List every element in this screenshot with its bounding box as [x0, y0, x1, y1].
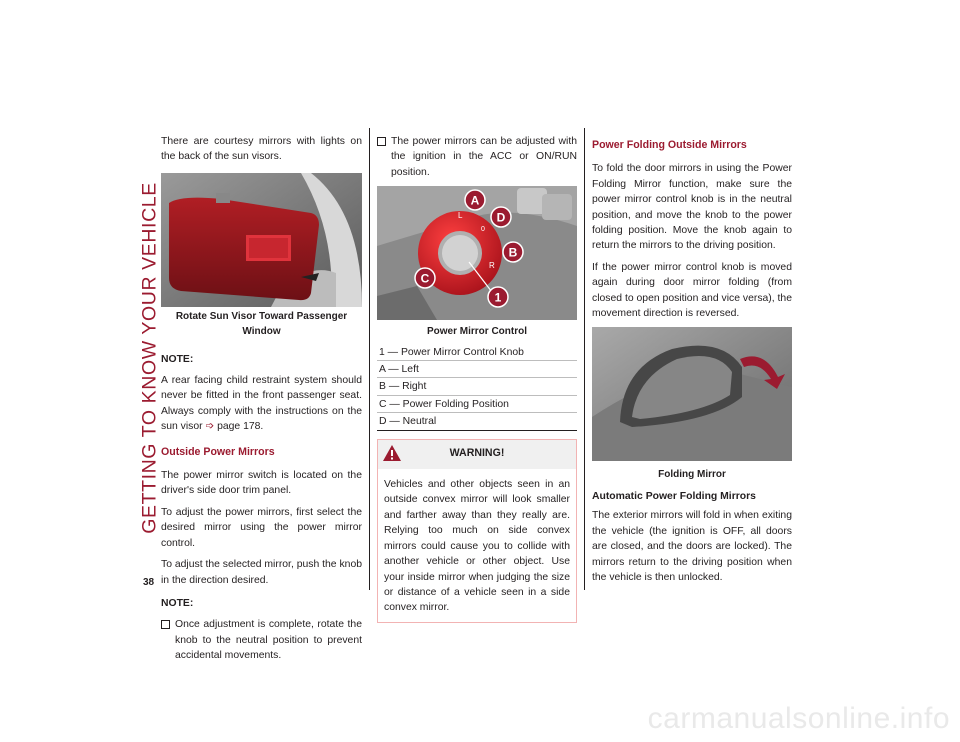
legend-item: A — Left [377, 360, 577, 377]
page-ref-arrow-icon: ➩ [205, 421, 215, 433]
note-label: NOTE: [161, 353, 194, 365]
checkbox-bullet-icon [161, 620, 170, 629]
paragraph: To adjust the power mirrors, first select the desired mirror using the power mirror control. [161, 506, 362, 549]
knob-mark: L [458, 211, 463, 221]
paragraph: The power mirror switch is located on the driver's side door trim panel. [161, 470, 362, 497]
warning-text: Vehicles and other objects seen in an outside convex mirror will look smaller and farther away than they really are. Relying too much on side convex mirrors could cause you to collide with another vehicle or other object. Use your inside mirror when judging the size or distance of a vehicle seen in a side convex mirror. [384, 479, 570, 614]
figure-caption: Rotate Sun Visor Toward Passenger Window [175, 310, 348, 338]
section-heading: Outside Power Mirrors [161, 445, 275, 458]
figure-caption: Power Mirror Control [426, 326, 527, 338]
column-2 [377, 134, 577, 623]
column-1 [161, 134, 362, 670]
column-3 [592, 134, 792, 591]
figure-legend [377, 344, 577, 431]
legend-item: C — Power Folding Position [377, 395, 577, 412]
subheading: Automatic Power Folding Mirrors [592, 490, 756, 502]
callout-label: 1 [494, 290, 502, 305]
knob-mark: 0 [481, 226, 485, 234]
legend-item: 1 — Power Mirror Control Knob [379, 346, 524, 358]
column-divider [584, 128, 585, 590]
callout-label: A [470, 193, 480, 208]
chapter-title: GETTING TO KNOW YOUR VEHICLE [138, 181, 161, 534]
warning-title: WARNING! [449, 446, 505, 459]
paragraph: If the power mirror control knob is moved again during door mirror folding (from closed to open position and vice versa), the movement direction is reversed. [592, 261, 792, 320]
warning-triangle-icon [382, 444, 402, 462]
checkbox-bullet-icon [377, 137, 386, 146]
intro-paragraph: There are courtesy mirrors with lights on the back of the sun visors. [161, 136, 362, 163]
sun-visor-photo [161, 173, 362, 307]
bullet-item: Once adjustment is complete, rotate the knob to the neutral position to prevent accidental movements. [161, 617, 362, 663]
callout-label: C [420, 271, 430, 286]
legend-item: B — Right [377, 377, 577, 394]
column-divider [369, 128, 370, 590]
mirror-control-photo [377, 186, 577, 320]
warning-header [378, 440, 576, 469]
note-text: A rear facing child restraint system should never be fitted in the front passenger seat. Always comply with the instructions on the sun visor ➩ page 178. [161, 375, 362, 433]
paragraph: To fold the door mirrors in using the Power Folding Mirror function, make sure the power mirror control knob is in the neutral position, and move the knob to the power folding position. Move the knob again to return the mirrors to the driving position. [592, 163, 792, 252]
figure-caption: Folding Mirror [658, 469, 726, 481]
legend-item: D — Neutral [377, 412, 577, 429]
page-reference-link[interactable]: page 178. [217, 421, 264, 433]
watermark: carmanualsonline.info [647, 702, 950, 735]
callout-label: D [496, 210, 506, 225]
folding-mirror-photo [592, 327, 792, 461]
paragraph: To adjust the selected mirror, push the knob in the direction desired. [161, 559, 362, 586]
section-heading: Power Folding Outside Mirrors [592, 139, 747, 151]
page-number: 38 [143, 577, 155, 588]
paragraph: The exterior mirrors will fold in when exiting the vehicle (the ignition is OFF, all doors are closed, and the doors are locked). The mirrors return to the driving position when the vehicle is then unlocked. [592, 510, 792, 583]
warning-box [377, 439, 577, 623]
bullet-item: The power mirrors can be adjusted with the ignition in the ACC or ON/RUN position. [377, 134, 577, 180]
note-label: NOTE: [161, 597, 194, 609]
callout-label: B [508, 245, 518, 260]
knob-mark: R [489, 261, 495, 271]
